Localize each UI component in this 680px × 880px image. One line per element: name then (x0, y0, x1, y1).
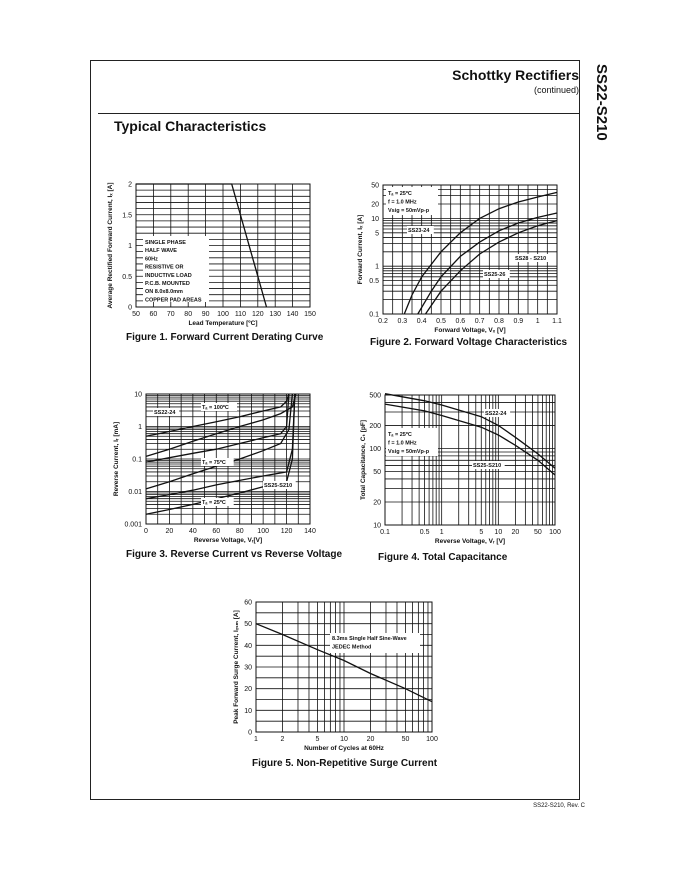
x-tick-label: 0.5 (419, 529, 430, 536)
y-tick-label: 20 (371, 201, 379, 209)
x-tick-label: 140 (286, 311, 299, 318)
y-tick-label: 50 (373, 469, 381, 477)
x-axis-label: Number of Cycles at 60Hz (304, 745, 384, 752)
x-tick-label: 100 (257, 528, 269, 535)
x-tick-label: 0 (144, 528, 148, 535)
condition-note: f = 1.0 MHz (388, 440, 417, 447)
x-tick-label: 10 (494, 529, 503, 536)
y-tick-label: 10 (373, 522, 381, 530)
y-tick-label: 200 (369, 422, 381, 430)
y-tick-label: 0.01 (128, 489, 142, 496)
y-tick-label: 500 (369, 392, 381, 400)
figure-2-caption: Figure 2. Forward Voltage Characteristics (370, 337, 568, 348)
side-part-number: SS22-S210 (593, 64, 610, 141)
y-axis-label: Average Rectified Forward Current, Iₓ [A] (107, 182, 114, 309)
y-axis-label: Reverse Current, Iᵣ [mA] (113, 421, 120, 497)
y-tick-label: 1.5 (122, 212, 132, 220)
derating-note: HALF WAVE (145, 248, 177, 255)
x-tick-label: 40 (188, 528, 197, 535)
x-tick-label: 0.2 (378, 318, 388, 325)
condition-note: f = 1.0 MHz (388, 199, 417, 206)
y-axis-label: Peak Forward Surge Current, Iₓₛₘ [A] (233, 610, 240, 724)
x-axis-label: Reverse Voltage, Vᵣ[V] (193, 537, 263, 544)
y-tick-label: 50 (244, 621, 252, 629)
x-tick-label: 10 (340, 736, 348, 743)
x-tick-label: 0.1 (380, 529, 390, 536)
y-axis-label: Forward Current, Iₓ [A] (357, 214, 364, 285)
test-condition-note: JEDEC Method (332, 644, 372, 651)
condition-note: Tₐ = 25ºC (388, 191, 412, 197)
derating-note: COPPER PAD AREAS (145, 297, 202, 304)
y-tick-label: 20 (373, 499, 381, 507)
y-tick-label: 50 (371, 182, 379, 190)
x-tick-label: 120 (280, 528, 293, 535)
condition-note: Vsig = 50mVp-p (388, 449, 430, 455)
x-tick-label: 50 (132, 311, 140, 318)
series-label: SS28 - S210 (515, 256, 547, 262)
figure-1-caption: Figure 1. Forward Current Derating Curve (126, 332, 324, 343)
derating-note: INDUCTIVE LOAD (145, 272, 192, 279)
x-axis-label: Forward Voltage, Vₓ [V] (434, 327, 506, 334)
x-tick-label: 150 (304, 311, 316, 318)
figure-5-chart (228, 595, 443, 755)
y-axis-label: Total Capacitance, Cₜ [pF] (360, 419, 367, 501)
condition-note: Tₐ = 25ºC (388, 432, 412, 438)
y-tick-label: 0.1 (132, 456, 142, 464)
x-tick-label: 130 (269, 311, 282, 318)
y-tick-label: 0.5 (369, 278, 379, 286)
x-axis-label: Reverse Voltage, Vᵣ [V] (434, 538, 506, 545)
y-tick-label: 0.001 (124, 521, 142, 529)
figure-2-chart (350, 175, 570, 335)
x-tick-label: 0.6 (455, 318, 466, 325)
y-tick-label: 5 (375, 230, 379, 238)
y-tick-label: 10 (134, 391, 142, 399)
y-tick-label: 20 (244, 686, 252, 694)
x-tick-label: 100 (426, 736, 438, 743)
y-tick-label: 30 (244, 664, 252, 672)
y-tick-label: 0.5 (122, 273, 132, 281)
derating-note: ON 8.0x8.0mm (145, 289, 183, 296)
y-tick-label: 1 (138, 424, 142, 431)
derating-note: SINGLE PHASE (145, 240, 186, 246)
y-tick-label: 0 (128, 304, 132, 312)
y-tick-label: 10 (244, 707, 252, 715)
x-tick-label: 0.7 (474, 318, 485, 325)
x-tick-label: 120 (251, 311, 264, 318)
x-tick-label: 5 (315, 736, 320, 743)
x-tick-label: 1 (439, 529, 444, 536)
section-title: Typical Characteristics (114, 118, 267, 134)
y-tick-label: 1 (128, 243, 132, 250)
x-tick-label: 50 (534, 529, 542, 536)
x-tick-label: 2 (280, 736, 285, 743)
footer-revision: SS22-S210, Rev. C (533, 803, 585, 809)
derating-note: P.C.B. MOUNTED (145, 281, 190, 287)
figure-4-chart (355, 390, 570, 548)
x-tick-label: 0.9 (513, 318, 524, 325)
x-tick-label: 90 (201, 311, 210, 318)
x-tick-label: 1.1 (552, 318, 562, 325)
figure-3-caption: Figure 3. Reverse Current vs Reverse Voltage (126, 549, 343, 560)
series-label: Tₐ = 25ºC (202, 500, 226, 506)
y-tick-label: 2 (128, 181, 132, 189)
y-tick-label: 60 (244, 599, 252, 607)
figure-1-chart (100, 170, 330, 340)
x-tick-label: 0.8 (494, 318, 504, 325)
series-label: Tₐ = 75ºC (202, 460, 226, 466)
x-tick-label: 0.3 (397, 318, 408, 325)
series-label: SS25-26 (484, 272, 506, 278)
figure-5-caption: Figure 5. Non-Repetitive Surge Current (252, 758, 438, 769)
test-condition-note: 8.3ms Single Half Sine-Wave (332, 636, 407, 642)
x-tick-label: 20 (165, 528, 174, 535)
series-label: SS22-24 (485, 411, 507, 417)
x-tick-label: 0.5 (436, 318, 446, 325)
x-tick-label: 70 (166, 311, 175, 318)
y-tick-label: 0.1 (369, 311, 379, 319)
x-tick-label: 110 (234, 311, 246, 318)
x-tick-label: 50 (401, 736, 410, 743)
series-label: SS25-S210 (473, 463, 502, 469)
x-tick-label: 1 (254, 736, 258, 743)
x-tick-label: 60 (212, 528, 221, 535)
header-subtitle: (continued) (533, 85, 579, 95)
figure-4-caption: Figure 4. Total Capacitance (378, 552, 508, 563)
y-tick-label: 0 (248, 729, 252, 737)
condition-note: Vsig = 50mVp-p (388, 208, 430, 214)
x-tick-label: 100 (217, 311, 229, 318)
x-tick-label: 20 (366, 736, 375, 743)
x-tick-label: 60 (149, 311, 158, 318)
figure-3-chart (106, 388, 331, 548)
x-tick-label: 80 (184, 311, 193, 318)
y-tick-label: 100 (369, 445, 381, 453)
x-tick-label: 140 (304, 528, 316, 535)
x-tick-label: 0.4 (416, 318, 427, 325)
series-label: SS25-S210 (264, 483, 293, 489)
series-label: SS22-24 (154, 410, 176, 416)
y-tick-label: 40 (244, 642, 252, 650)
y-tick-label: 1 (375, 263, 379, 271)
derating-note: 60Hz (145, 256, 158, 263)
x-tick-label: 1 (535, 318, 540, 325)
header-title: Schottky Rectifiers (452, 67, 579, 83)
x-tick-label: 20 (511, 529, 520, 536)
x-tick-label: 100 (549, 529, 561, 536)
x-tick-label: 80 (235, 528, 244, 535)
derating-note: RESISTIVE OR (145, 264, 184, 271)
y-tick-label: 10 (371, 215, 379, 223)
x-axis-label: Lead Temperature [ºC] (188, 320, 258, 327)
header-divider (98, 113, 580, 114)
series-label: Tₐ = 100ºC (202, 405, 229, 411)
series-label: SS23-24 (408, 228, 430, 234)
x-tick-label: 5 (479, 529, 484, 536)
series-line-2 (418, 213, 557, 314)
